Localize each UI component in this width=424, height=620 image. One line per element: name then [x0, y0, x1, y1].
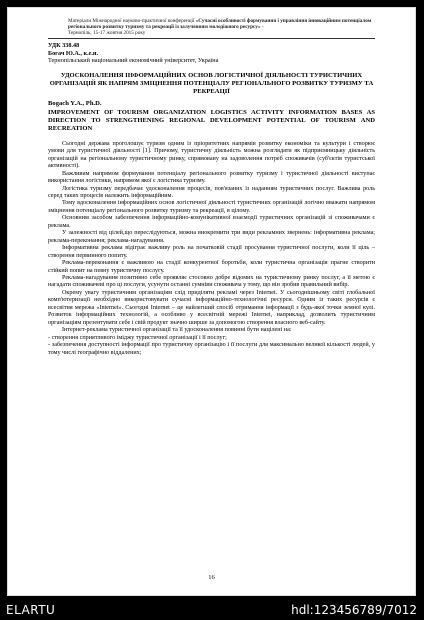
affiliation: Тернопільський національний економічний університет, Україна [48, 57, 219, 65]
title-en: IMPROVEMENT OF TOURISM ORGANIZATION LOGISTICS ACTIVITY INFORMATION BASES AS DIRECTION TO STRENGTHENING REGIONAL DEVELOPMENT POTENTIAL OF TOURISM AND RECREATION [48, 109, 375, 132]
header-date: Тернопіль, 15-17 жовтня 2015 року [68, 30, 146, 36]
author-en: Bogach Y.A., Ph.D. [48, 99, 102, 107]
paragraph: Реклама-нагадування позитивно себе проявляє стосовно добре відомих на туристичному ринку послуг, а її метою є нагадати споживачеві про ці послуги, усунути останні сумніви споживача у тому, що він зробив правильний вибір. [48, 274, 375, 289]
paragraph: Реклама-переконання є важливою на стадії конкурентної боротьби, коли туристична організація прагне створити стійкий попит на певну туристичну послугу. [48, 260, 375, 274]
paragraph: Сьогодні держава проголошує туризм одним із пріоритетних напрямів розвитку економіки та культури і створює умови для туристичної діяльності [1]. Причому, туристичну діяльність можна розглядати як підприємницьку діяльність організацій на регіональному туристичному ринку, спрямовану на задоволення потреб споживачів (суб'єктів туристської активності). [48, 140, 375, 170]
paragraph: Основним засобом забезпечення інформаційно-комунікативної взаємодії туристичних організацій зі споживачами є реклама. [48, 215, 375, 229]
document-page [8, 8, 415, 595]
header-conference-title-cont: інноваційним потенціалом регіонального розвитку туризму та рекреації із залученням молодіжного ресурсу» [68, 18, 372, 30]
handle-id[interactable]: hdl:123456789/7012 [291, 603, 417, 617]
article-body [48, 141, 375, 357]
udk-code: УДК 338.48 [48, 42, 80, 49]
paragraph: Тому вдосконалення інформаційних основ логістичної діяльності туристичних організацій логічно вважати напрямом зміцнення потенціалу регіонального розвитку туризму та рекреації, в цілому. [48, 200, 375, 214]
paragraph: У залежності від цілей,що переслідуються, можна виокремити три види рекламних звернень: інформативна реклама; реклама-переконання; реклама-нагадування. [48, 230, 375, 244]
repository-name: ELARTU [6, 603, 56, 617]
paragraph: Інтернет-реклама туристичної організації та її удосконалення повинні бути націлені на: [62, 327, 292, 334]
paragraph: Логістика туризму передбачає удосконалення процесів, пов'язаних із наданням туристичних послуг. Важлива роль серед таких процесів належить інформаційним. [48, 185, 375, 199]
list-item: - забезпечення доступності інформації про туристичну організацію і її послуги для максимально великої кількості людей, у тому числі географічно віддалених; [48, 342, 375, 356]
header-divider [48, 38, 375, 39]
header-text: Матеріали Міжнародної науково-практичної конференції « [68, 18, 199, 24]
page-number: 16 [208, 574, 215, 581]
header-conference-title: Сучасні особливості формування і управління [198, 18, 308, 24]
title-ua: УДОСКОНАЛЕННЯ ІНФОРМАЦІЙНИХ ОСНОВ ЛОГІСТИЧНОЇ ДІЯЛЬНОСТІ ТУРИСТИЧНИХ ОРГАНІЗАЦІЙ ЯК НАПРЯМ ЗМІЦНЕННЯ ПОТЕНЦІАЛУ РЕГІОНАЛЬНОГО РОЗВИТКУ ТУРИЗМУ ТА РЕКРЕАЦІЇ [49, 71, 374, 95]
page-content [48, 18, 375, 357]
viewer-footer [0, 598, 424, 620]
list-item: - створення сприятливого іміджу туристичної організації і її послуг; [48, 334, 227, 341]
paragraph: Інформативна реклама відіграє важливу роль на початковій стадії просування туристичної послуги, коли її ціль – створення первинного попиту. [48, 245, 375, 259]
conference-header [68, 18, 375, 39]
header-dash: - [260, 24, 264, 30]
paragraph: Окрему увагу туристичним організаціям слід приділяти рекламі через Internet. У сьогоднішньому світі глобальної комп'ютеризації необхідно використовувати сучасні інформаційно-технологічні ресурси. Одним із таких ресурсів є всесвітня мережа «Internet». Сьогодні Internet – це найлегший спосіб отримання інформації з будь-якої точки земної кулі. Розвиток інформаційних технологій, а особливо у всесвітній мережі Internet, наприклад, дозволить туристичним організаціям презентувати себе і свій продукт значно ширше за допомогою створення власного веб-сайту. [48, 289, 375, 326]
author-ua: Богач Ю.А., к.е.н. [48, 49, 99, 57]
paragraph: Важливим напрямом формування потенціалу регіонального розвитку туризму і туристичної діяльності виступає використання логістики, напрямом якої є логістика туризму. [48, 170, 375, 185]
